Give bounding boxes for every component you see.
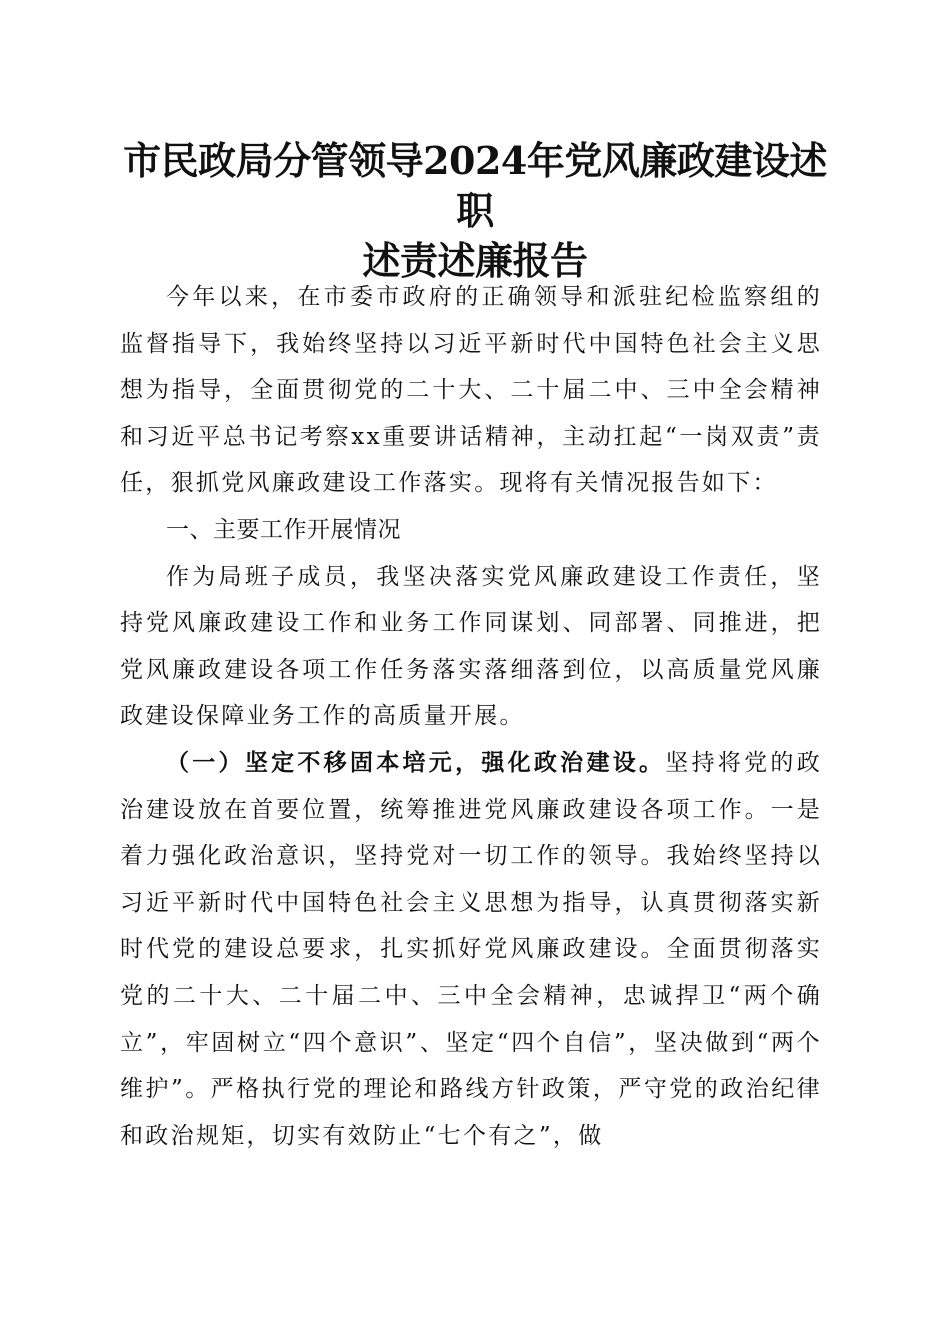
section-intro-paragraph: 作为局班子成员，我坚决落实党风廉政建设工作责任，坚持党风廉政建设工作和业务工作同谋划、同部署、同推进，把党风廉政建设各项工作任务落实落细落到位，以高质量党风廉政建设保障业务工作的高质量开展。 — [120, 563, 822, 730]
intro-paragraph: 今年以来，在市委市政府的正确领导和派驻纪检监察组的监督指导下，我始终坚持以习近平新时代中国特色社会主义思想为指导，全面贯彻党的二十大、二十届二中、三中全会精神和习近平总书记考察xx重要讲话精神，主动扛起“一岗双责”责任，狠抓党风廉政建设工作落实。现将有关情况报告如下： — [120, 284, 822, 497]
document-body — [120, 274, 822, 1159]
subsection-text: 坚持将党的政治建设放在首要位置，统筹推进党风廉政建设各项工作。一是着力强化政治意识，坚持党对一切工作的领导。我始终坚持以习近平新时代中国特色社会主义思想为指导，认真贯彻落实新时代党的建设总要求，扎实抓好党风廉政建设。全面贯彻落实党的二十大、二十届二中、三中全会精神，忠诚捍卫“两个确立”，牢固树立“四个意识”、坚定“四个自信”，坚决做到“两个维护”。严格执行党的理论和路线方针政策，严守党的政治纪律和政治规矩，切实有效防止“七个有之”，做 — [120, 749, 822, 1149]
document-title — [110, 136, 840, 286]
subsection-lead: （一）坚定不移固本培元，强化政治建设。 — [166, 748, 666, 776]
title-line-1: 市民政局分管领导2024年党风廉政建设述职 — [123, 138, 827, 233]
subsection-paragraph — [120, 740, 822, 1159]
title-line-2: 述责述廉报告 — [362, 238, 588, 283]
section-heading: 一、主要工作开展情况 — [166, 516, 401, 543]
